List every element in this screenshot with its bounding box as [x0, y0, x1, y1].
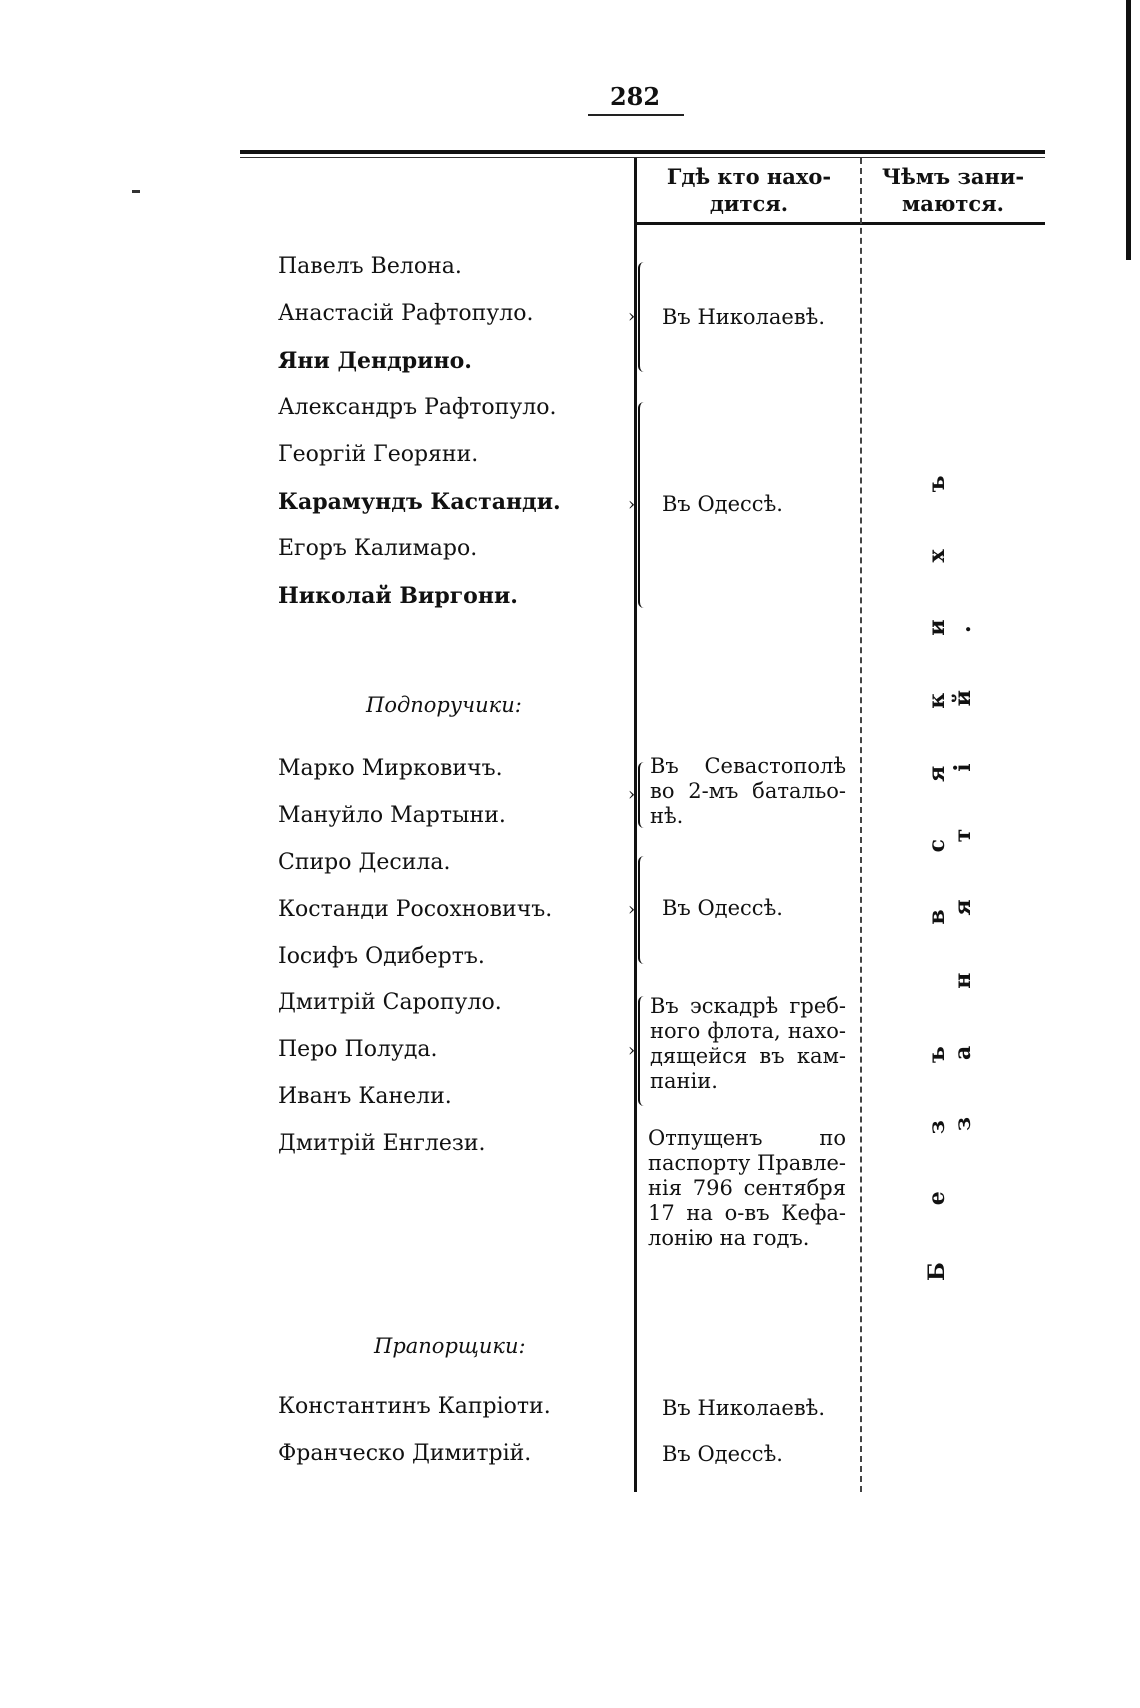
location-cell: Въ Севастополѣ во 2-мъ батальо-нѣ.: [650, 754, 846, 828]
column-divider-dashed: [860, 158, 862, 1492]
header-rule: [636, 222, 1045, 225]
scan-edge-mark: [1126, 0, 1131, 260]
name-row: Георгій Георяни.: [278, 442, 479, 467]
name-row: Костанди Росохновичъ.: [278, 897, 553, 922]
page-number: 282: [609, 82, 661, 111]
name-row: Мануйло Мартыни.: [278, 803, 506, 828]
name-row: Егоръ Калимаро.: [278, 536, 478, 561]
table-top-rule-thin: [240, 157, 1045, 158]
location-cell: Въ Одессѣ.: [662, 1442, 783, 1466]
name-row: Александръ Рафтопуло.: [278, 395, 557, 420]
name-row: Карамундъ Кастанди.: [278, 489, 561, 515]
name-row: Николай Виргони.: [278, 583, 518, 609]
brace-group: ›: [638, 996, 648, 1106]
table-top-rule: [240, 150, 1045, 154]
name-row: Иванъ Канели.: [278, 1084, 452, 1109]
name-row: Перо Полуда.: [278, 1037, 438, 1062]
location-cell: Въ Николаевѣ.: [662, 305, 825, 329]
occupation-vertical-text: Безъ всякихъ занятій.: [924, 418, 976, 1282]
brace-group: ›: [638, 262, 648, 372]
name-row: Марко Мирковичъ.: [278, 756, 503, 781]
section-label-praporshchiki: Прапорщики:: [374, 1334, 526, 1358]
location-cell: Въ Одессѣ.: [662, 896, 783, 920]
brace-group: ›: [638, 762, 648, 828]
name-row: Франческо Димитрій.: [278, 1441, 532, 1466]
name-row: Іосифъ Одибертъ.: [278, 944, 485, 969]
name-row: Спиро Десила.: [278, 850, 451, 875]
location-cell: Въ эскадрѣ греб-ного флота, нахо-дящейся въ кам-паніи.: [650, 994, 846, 1093]
scan-stray-mark: [132, 190, 140, 193]
name-row: Дмитрій Енглези.: [278, 1131, 486, 1156]
name-row: Дмитрій Саропуло.: [278, 990, 502, 1015]
section-label-podporuchiki: Подпоручики:: [366, 693, 522, 717]
location-cell: Въ Одессѣ.: [662, 492, 783, 516]
page-number-rule: [588, 114, 684, 116]
brace-group: ›: [638, 402, 648, 608]
brace-group: ›: [638, 856, 648, 964]
name-row: Павелъ Велона.: [278, 254, 462, 279]
name-row: Яни Дендрино.: [278, 348, 472, 374]
header-where: Гдѣ кто нахо-дится.: [666, 164, 832, 216]
name-row: Анастасій Рафтопуло.: [278, 301, 534, 326]
name-row: Константинъ Капріоти.: [278, 1394, 551, 1419]
header-occupation: Чѣмъ зани-маются.: [881, 164, 1025, 216]
location-cell: Въ Николаевѣ.: [662, 1396, 825, 1420]
column-divider-main: [634, 158, 637, 1492]
location-cell: Отпущенъ по паспорту Правле-нія 796 сентября 17 на о-въ Кефа-лонію на годъ.: [648, 1126, 846, 1250]
